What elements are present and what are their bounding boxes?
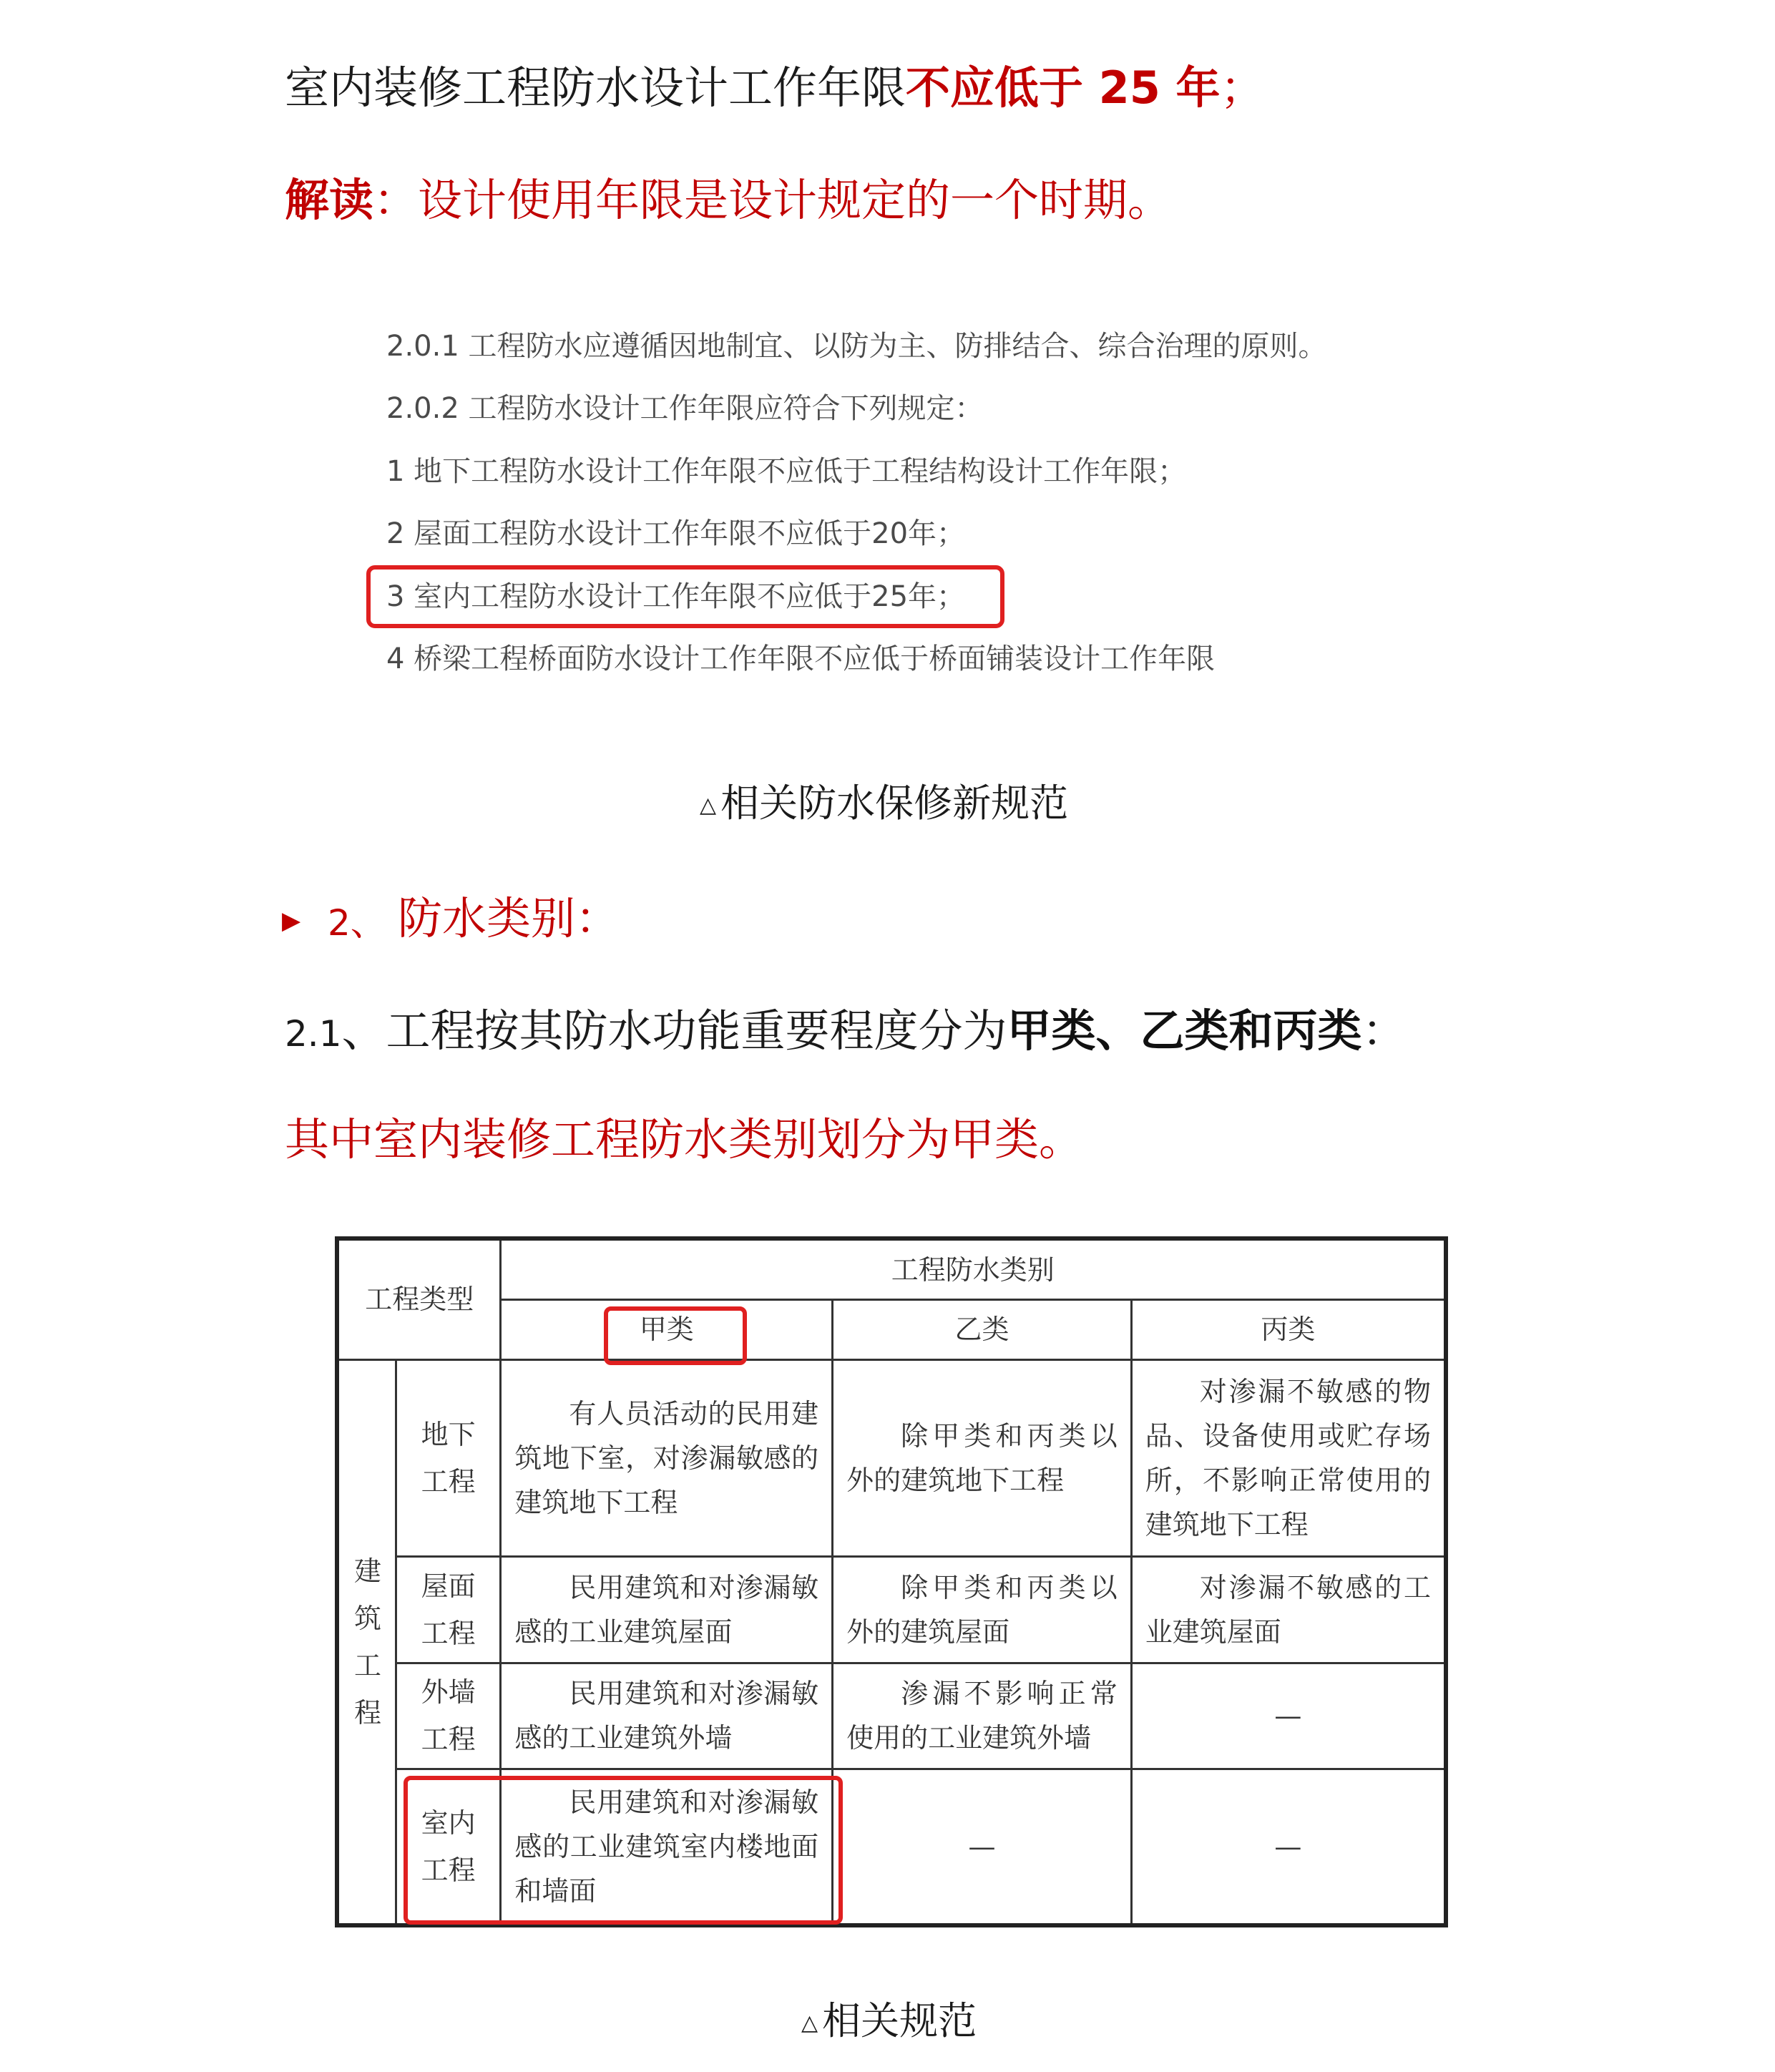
intro-emphasis: 不应低于 25 年: [906, 62, 1221, 114]
waterproof-category-table: [335, 1236, 1448, 1927]
table-row: [337, 1556, 1446, 1663]
highlight-indoor-row: [404, 1776, 843, 1925]
row-type: [396, 1359, 501, 1556]
intro-suffix: ；: [1220, 62, 1265, 114]
spec-item-2: 2 屋面工程防水设计工作年限不应低于20年；: [386, 517, 966, 550]
spec-line-2-0-2: 2.0.2 工程防水设计工作年限应符合下列规定：: [386, 392, 984, 425]
classification-number: 2.1: [285, 1013, 342, 1055]
cell-bing: —: [1131, 1769, 1446, 1925]
corner-header: 工程类型: [337, 1238, 501, 1359]
cell-jia: 民用建筑和对渗漏敏感的工业建筑外墙: [501, 1663, 833, 1769]
cell-jia: 有人员活动的民用建筑地下室，对渗漏敏感的建筑地下工程: [501, 1359, 833, 1556]
classification-suffix: ：: [1361, 1005, 1407, 1057]
cell-jia: 民用建筑和对渗漏敏感的工业建筑屋面: [501, 1556, 833, 1663]
caption-table-text: 相关规范: [822, 1998, 977, 2043]
classification-line: [285, 1000, 1407, 1065]
triangle-icon: △: [700, 793, 717, 818]
row-type: [396, 1556, 501, 1663]
highlight-jia-header: [604, 1306, 747, 1365]
spec-line-2-0-1: 2.0.1 工程防水应遵循因地制宜、以防为主、防排结合、综合治理的原则。: [386, 330, 1327, 363]
group-header: 工程防水类别: [501, 1238, 1446, 1300]
cell-yi: 除甲类和丙类以外的建筑地下工程: [833, 1359, 1132, 1556]
spec-item-4: 4 桥梁工程桥面防水设计工作年限不应低于桥面铺装设计工作年限: [386, 642, 1216, 675]
row-type: [396, 1663, 501, 1769]
section-arrow-icon: ▶: [282, 906, 301, 935]
caption-table: [801, 1996, 977, 2048]
column-header-bing: 丙类: [1131, 1300, 1446, 1360]
classification-categories: 甲类、乙类和丙类: [1007, 1005, 1362, 1057]
intro-prefix: 室内装修工程防水设计工作年限: [285, 62, 906, 114]
interpretation-text: ：设计使用年限是设计规定的一个时期。: [373, 174, 1173, 226]
classification-prefix: 、工程按其防水功能重要程度分为: [341, 1005, 1007, 1057]
spec-item-3: 3 室内工程防水设计工作年限不应低于25年；: [386, 580, 966, 613]
category-label: [337, 1359, 396, 1925]
column-header-jia: 甲类: [501, 1300, 833, 1360]
table-row: [337, 1663, 1446, 1769]
section-title: 防水类别：: [398, 892, 620, 944]
cell-yi: 除甲类和丙类以外的建筑屋面: [833, 1556, 1132, 1663]
spec-item-1: 1 地下工程防水设计工作年限不应低于工程结构设计工作年限；: [386, 455, 1187, 488]
row-type-text: 室内工程: [421, 1807, 476, 1887]
cell-bing: —: [1131, 1663, 1446, 1769]
row-type-text: 屋面工程: [421, 1570, 476, 1649]
interpretation-line: [285, 168, 1172, 233]
row-type-text: 地下工程: [421, 1418, 476, 1497]
caption-spec-text: 相关防水保修新规范: [720, 781, 1069, 826]
caption-spec: [700, 778, 1068, 831]
cell-bing: 对渗漏不敏感的物品、设备使用或贮存场所，不影响正常使用的建筑地下工程: [1131, 1359, 1446, 1556]
cell-yi: —: [833, 1769, 1132, 1925]
category-text: 建筑工程: [353, 1555, 381, 1729]
interpretation-label: 解读: [285, 174, 374, 226]
row-type-text: 外墙工程: [421, 1676, 476, 1756]
cell-bing: 对渗漏不敏感的工业建筑屋面: [1131, 1556, 1446, 1663]
table-row: [337, 1359, 1446, 1556]
column-header-yi: 乙类: [833, 1300, 1132, 1360]
intro-statement: [285, 56, 1264, 120]
classification-conclusion: 其中室内装修工程防水类别划分为甲类。: [285, 1113, 1084, 1166]
cell-yi: 渗漏不影响正常使用的工业建筑外墙: [833, 1663, 1132, 1769]
cell-jia: 民用建筑和对渗漏敏感的工业建筑室内楼地面和墙面: [501, 1769, 833, 1925]
section-number: 2、: [328, 902, 386, 944]
spec-highlight-box: [366, 565, 1004, 628]
triangle-icon: △: [801, 2010, 818, 2036]
